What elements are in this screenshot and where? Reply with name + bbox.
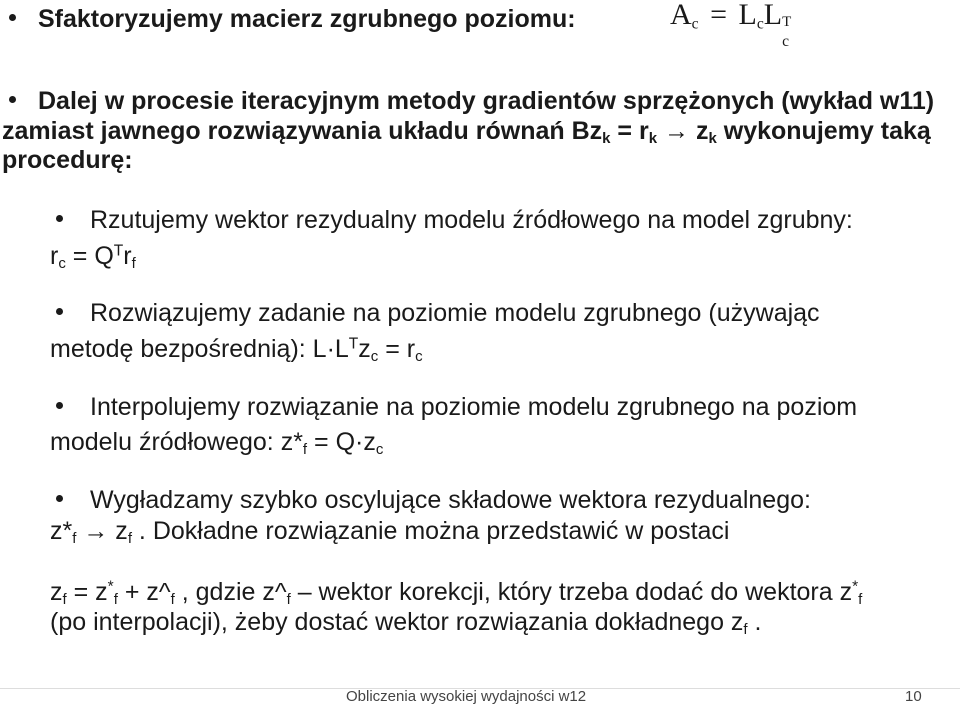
page-number: 10	[905, 688, 922, 705]
sub-f: f	[743, 621, 748, 639]
sub-c: c	[375, 441, 384, 459]
eq-sub-c: c	[691, 15, 699, 33]
footer-page-number	[905, 688, 922, 705]
sub-f: f	[858, 591, 863, 609]
intro-line-3	[2, 143, 133, 177]
title-bullet	[9, 14, 16, 21]
eq-L: L	[738, 0, 757, 31]
intro-text-2c: wykonujemy taką	[716, 117, 931, 145]
sub-f: f	[113, 591, 118, 609]
var-z: z	[50, 578, 63, 606]
dot-operator: ·	[326, 335, 335, 363]
intro-line-2	[2, 114, 931, 148]
intro-text-3: procedurę:	[2, 146, 133, 174]
step-2-text-2: metodę bezpośrednią): L	[50, 335, 327, 363]
sup-star: *	[852, 578, 859, 596]
step-3-line-1	[90, 390, 857, 424]
sub-f: f	[127, 530, 132, 548]
step-2-formula	[50, 332, 423, 366]
plus-z-hat: + z^	[117, 578, 171, 606]
sub-k: k	[602, 130, 611, 148]
var-z-star: z*	[50, 517, 73, 545]
dot-operator: ·	[355, 428, 364, 456]
footer-course-text: Obliczenia wysokiej wydajności w12	[346, 688, 587, 705]
step-1-line-1	[90, 203, 853, 237]
eq-r: = r	[378, 335, 416, 363]
closing-line-2	[50, 605, 762, 639]
eq-L: L	[763, 0, 783, 31]
intro-arrow: → z	[657, 117, 709, 145]
step-3-text-2: modelu źródłowego: z*	[50, 428, 303, 456]
sup-T: T	[348, 335, 359, 353]
step-2-text: Rozwiązujemy zadanie na poziomie modelu zgrubnego (używając	[90, 299, 820, 327]
factorization-equation: $A_c = L_cL$ T c	[670, 0, 792, 50]
closing-text-2: (po interpolacji), żeby dostać wektor rozwiązania dokładnego z	[50, 608, 744, 636]
sup-star: *	[107, 578, 114, 596]
eq-A: A	[670, 0, 692, 31]
footer-course	[346, 688, 586, 705]
var-L: L	[334, 335, 349, 363]
eq-equals: =	[710, 0, 728, 31]
intro-text-2a: zamiast jawnego rozwiązywania układu równań Bz	[2, 117, 603, 145]
eq-Q: = Q	[307, 428, 356, 456]
var-r: r	[123, 242, 132, 270]
step-2-bullet	[56, 308, 63, 315]
sup-T: T	[113, 242, 124, 260]
sub-k: k	[708, 130, 717, 148]
intro-line-1	[38, 84, 934, 118]
step-4-text: Wygładzamy szybko oscylujące składowe wektora rezydualnego:	[90, 486, 811, 514]
sub-f: f	[170, 591, 175, 609]
title-text: Sfaktoryzujemy macierz zgrubnego poziomu:	[38, 5, 576, 33]
step-3-bullet	[56, 402, 63, 409]
intro-bullet	[9, 96, 16, 103]
sub-f: f	[72, 530, 77, 548]
sub-k: k	[648, 130, 658, 148]
closing-end: .	[747, 608, 762, 636]
step-4-text-2: . Dokładne rozwiązanie można przedstawić w postaci	[131, 517, 730, 545]
var-z: z	[363, 428, 376, 456]
var-z: z	[358, 335, 371, 363]
closing-line-1	[50, 575, 862, 609]
step-4-line-1	[90, 483, 811, 517]
eq-sub-c: c	[756, 15, 764, 33]
intro-text-2b: = r	[610, 117, 649, 145]
intro-text-1: Dalej w procesie iteracyjnym metody gradientów sprzężonych (wykład w11)	[38, 87, 935, 115]
sub-c: c	[58, 255, 66, 273]
step-1-bullet	[56, 215, 63, 222]
step-4-formula	[50, 514, 729, 548]
slide-title	[38, 2, 576, 36]
sub-f: f	[302, 441, 308, 459]
sub-f: f	[131, 255, 136, 273]
var-r: r	[50, 242, 59, 270]
step-3-formula	[50, 425, 383, 459]
sub-c: c	[415, 348, 423, 366]
sub-c: c	[370, 348, 379, 366]
step-3-text: Interpolujemy rozwiązanie na poziomie modelu zgrubnego na poziom	[90, 393, 858, 421]
eq-Q: = Q	[65, 242, 114, 270]
closing-gdzie: , gdzie z^	[174, 578, 287, 606]
sub-f: f	[62, 591, 67, 609]
step-1-formula	[50, 239, 136, 273]
arrow-z: → z	[76, 517, 128, 545]
step-1-text: Rzutujemy wektor rezydualny modelu źródłowego na model zgrubny:	[90, 206, 853, 234]
step-2-line-1	[90, 296, 820, 330]
step-4-bullet	[56, 495, 63, 502]
eq-z: = z	[66, 578, 108, 606]
closing-text: – wektor korekcji, który trzeba dodać do wektora z	[290, 578, 853, 606]
sub-f: f	[286, 591, 291, 609]
